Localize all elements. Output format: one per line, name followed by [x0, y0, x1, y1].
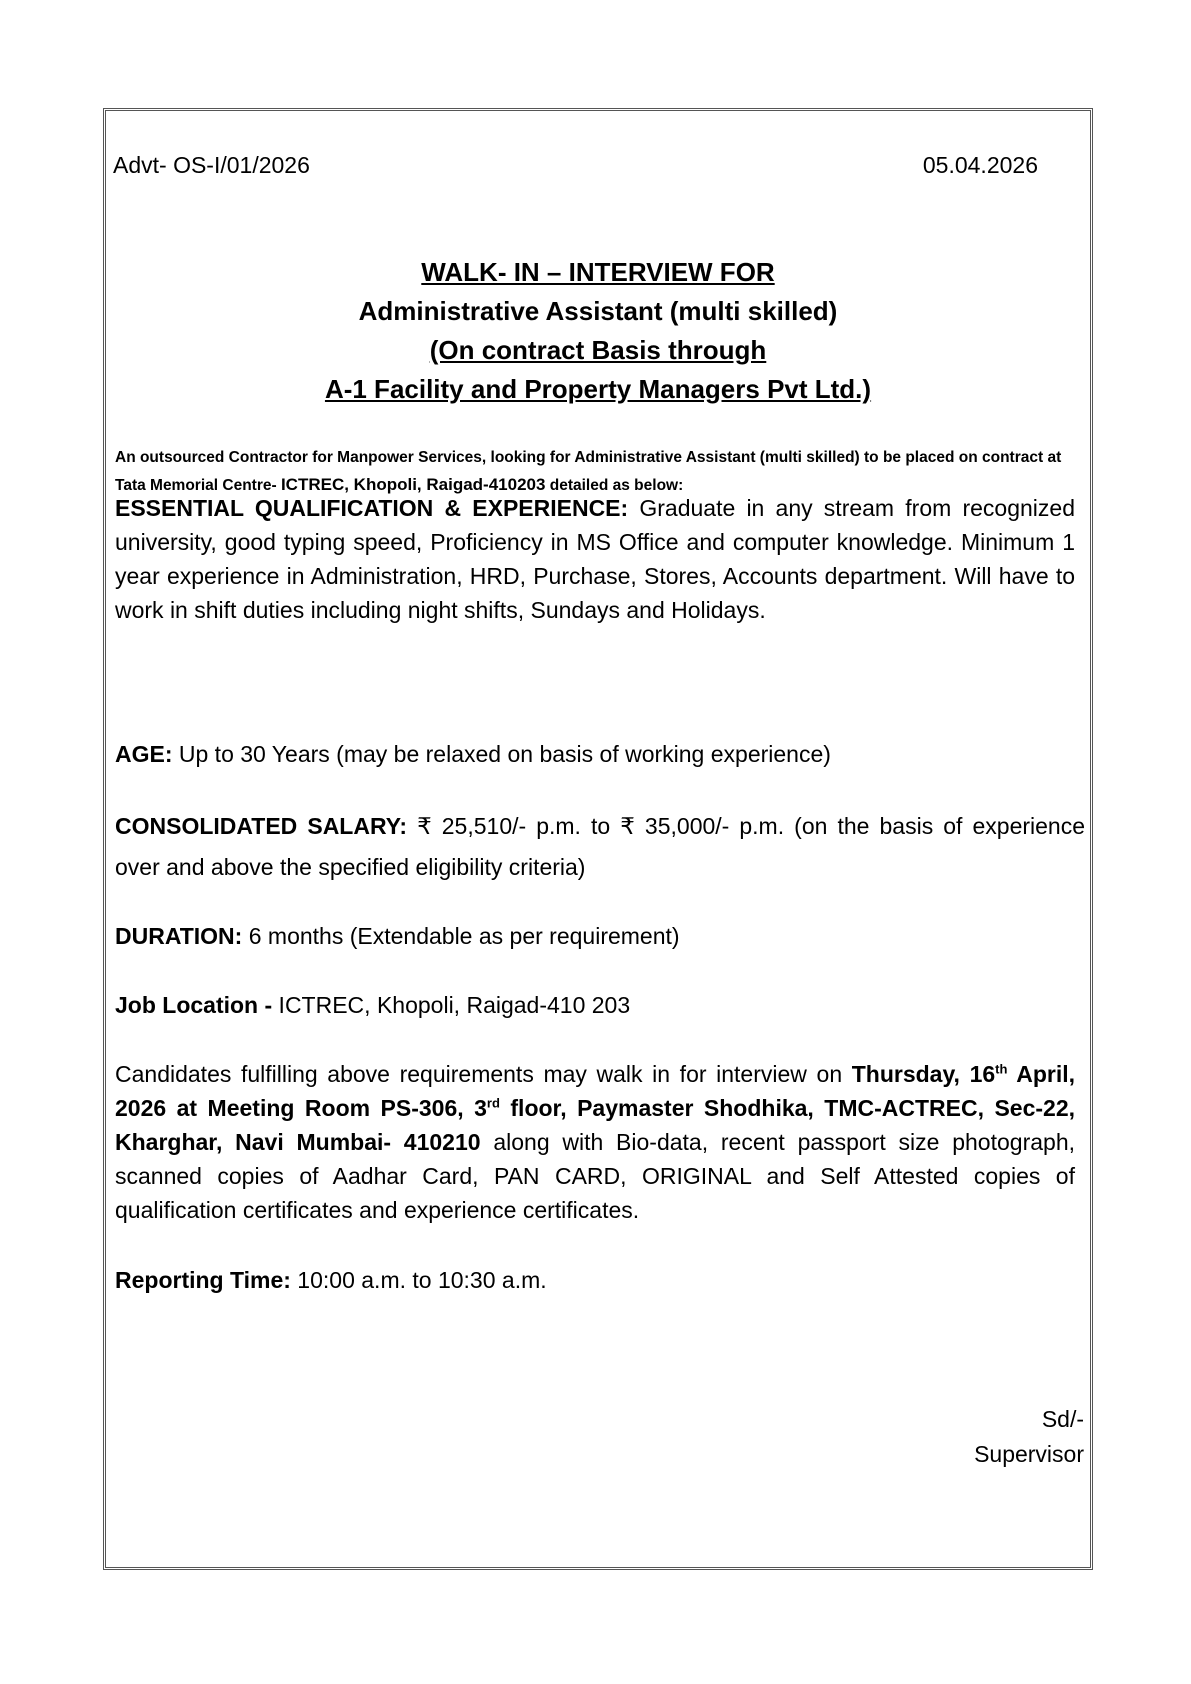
reporting-label: Reporting Time: — [115, 1267, 291, 1293]
advertisement-number: Advt- OS-I/01/2026 — [113, 152, 310, 178]
interview-venue-prefix: April, 2026 at Meeting Room PS-306, 3 — [115, 1061, 1075, 1121]
interview-tail: along with Bio-data, recent passport size photograph, scanned copies of Aadhar Card, PAN CARD, ORIGINAL and Self Attested copies of qualification certificates and experience certificates. — [115, 1129, 1075, 1223]
duration-text: 6 months (Extendable as per requirement) — [242, 923, 680, 949]
interview-venue: floor, Paymaster Shodhika, TMC-ACTREC, Sec-22, Kharghar, Navi Mumbai- 410210 — [115, 1095, 1076, 1155]
intro-location: ICTREC, Khopoli, Raigad-410203 — [280, 475, 546, 494]
job-location-text: ICTREC, Khopoli, Raigad-410 203 — [272, 992, 631, 1018]
age-label: AGE: — [115, 741, 173, 767]
signature-block — [974, 1402, 1084, 1472]
signature-title: Supervisor — [974, 1441, 1084, 1467]
interview-day-text: Thursday, 16 — [851, 1061, 996, 1087]
job-location-label: Job Location - — [115, 992, 273, 1018]
reporting-text: 10:00 a.m. to 10:30 a.m. — [290, 1267, 547, 1293]
age-text: Up to 30 Years (may be relaxed on basis of working experience) — [172, 741, 831, 767]
duration-label: DURATION: — [115, 923, 243, 949]
interview-lead: Candidates fulfilling above requirements may walk in for interview on — [115, 1061, 852, 1087]
document-title — [103, 253, 1093, 409]
interview-floor-suffix: rd — [486, 1095, 500, 1111]
salary-label: CONSOLIDATED SALARY: — [115, 813, 408, 839]
advertisement-date: 05.04.2026 — [922, 152, 1038, 178]
intro-tail: detailed as below: — [545, 477, 684, 494]
signature-sd: Sd/- — [1041, 1406, 1084, 1432]
document-header — [113, 150, 1038, 180]
interview-section — [115, 1057, 1075, 1227]
job-location-section — [115, 988, 1075, 1022]
duration-section — [115, 919, 1075, 953]
age-section — [115, 737, 1075, 771]
title-contractor: A-1 Facility and Property Managers Pvt Ltd.) — [324, 374, 872, 404]
salary-text: ₹ 25,510/- p.m. to ₹ 35,000/- p.m. (on the basis of experience over and above the specified eligibility criteria) — [115, 813, 1085, 880]
title-contract-basis: (On contract Basis through — [429, 335, 767, 365]
title-position: Administrative Assistant (multi skilled) — [358, 296, 838, 326]
salary-section — [115, 806, 1085, 888]
title-walk-in: WALK- IN – INTERVIEW FOR — [421, 257, 775, 287]
qualification-label: ESSENTIAL QUALIFICATION & EXPERIENCE: — [115, 495, 629, 521]
interview-day-suffix: th — [995, 1061, 1008, 1077]
qualification-text: Graduate in any stream from recognized university, good typing speed, Proficiency in MS Office and computer knowledge. Minimum 1 year experience in Administration, HRD, Purchase, Stores, Accounts department. Will have to work in shift duties including night shifts, Sundays and Holidays. — [115, 495, 1075, 623]
reporting-section — [115, 1263, 1075, 1297]
qualification-section — [115, 491, 1075, 627]
intro-text: An outsourced Contractor for Manpower Services, looking for Administrative Assistant (multi skilled) to be placed on contract at Tata Memorial Centre- — [115, 449, 1062, 494]
